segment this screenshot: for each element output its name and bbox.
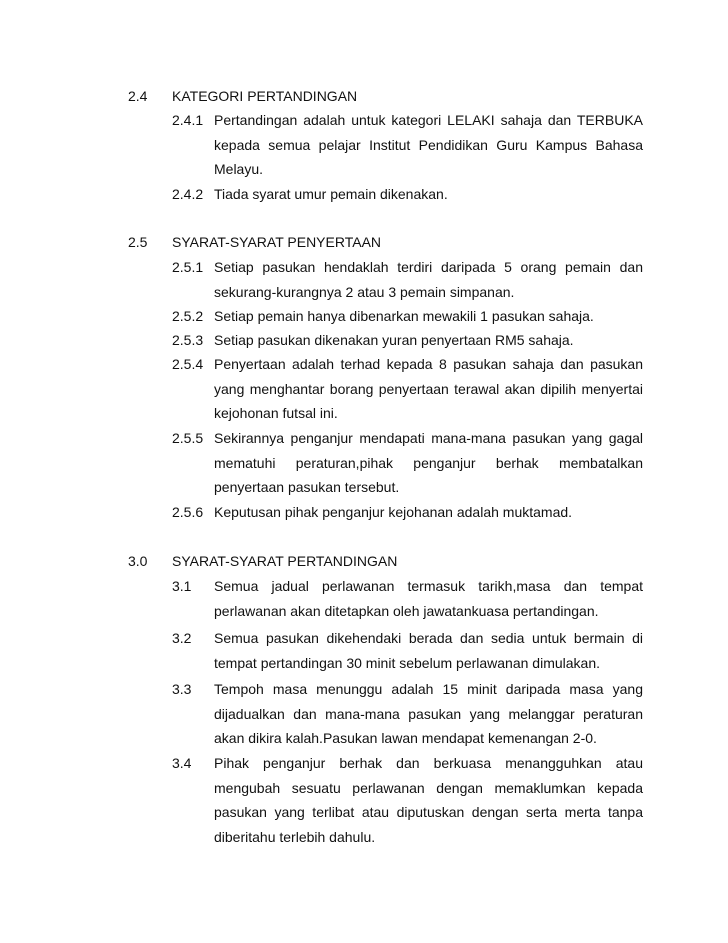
text-line: Semua pasukan dikehendaki berada dan sedia untuk bermain di bbox=[214, 630, 643, 646]
clause-text bbox=[214, 255, 643, 304]
text-line: akan dikira kalah.Pasukan lawan mendapat kemenangan 2-0. bbox=[214, 730, 597, 746]
clause-number: 3.3 bbox=[172, 681, 192, 697]
clause-text bbox=[214, 500, 643, 525]
text-line: penyertaan pasukan tersebut. bbox=[214, 479, 400, 495]
text-line: Pertandingan adalah untuk kategori LELAKI sahaja dan TERBUKA bbox=[214, 112, 643, 128]
text-line: yang menghantar borang penyertaan terawal akan dipilih menyertai bbox=[214, 380, 643, 397]
section-number: 3.0 bbox=[128, 553, 148, 569]
text-line: Penyertaan adalah terhad kepada 8 pasukan sahaja dan pasukan bbox=[214, 356, 643, 372]
section-heading: SYARAT-SYARAT PERTANDINGAN bbox=[172, 553, 398, 569]
clause-text bbox=[214, 352, 643, 426]
text-line: Melayu. bbox=[214, 161, 264, 177]
clause-text bbox=[214, 626, 643, 675]
section-heading: SYARAT-SYARAT PENYERTAAN bbox=[172, 234, 382, 250]
text-line: Tempoh masa menunggu adalah 15 minit daripada masa yang bbox=[214, 681, 643, 697]
section-number: 2.5 bbox=[128, 234, 148, 250]
text-line: tempat pertandingan 30 minit sebelum perlawanan dimulakan. bbox=[214, 654, 601, 671]
clause-number: 2.5.6 bbox=[172, 504, 204, 520]
clause-number: 2.5.5 bbox=[172, 430, 204, 446]
clause-number: 2.5.2 bbox=[172, 308, 204, 324]
clause-number: 3.2 bbox=[172, 630, 192, 646]
clause-text bbox=[214, 677, 643, 751]
text-line: pasukan yang terlibat atau diputuskan dengan serta merta tanpa bbox=[214, 804, 643, 820]
text-line: Semua jadual perlawanan termasuk tarikh,masa dan tempat bbox=[214, 578, 643, 594]
section-heading: KATEGORI PERTANDINGAN bbox=[172, 88, 358, 104]
text-line: kepada semua pelajar Institut Pendidikan Guru Kampus Bahasa bbox=[214, 136, 643, 153]
clause-text bbox=[214, 304, 643, 329]
clause-number: 3.4 bbox=[172, 755, 192, 771]
clause-text bbox=[214, 182, 643, 207]
clause-text bbox=[214, 108, 643, 182]
text-line: Keputusan pihak penganjur kejohanan adalah muktamad. bbox=[214, 504, 573, 520]
text-line: dijadualkan dan mana-mana pasukan yang melanggar peraturan bbox=[214, 705, 643, 722]
clause-number: 2.5.1 bbox=[172, 259, 204, 275]
clause-text bbox=[214, 426, 643, 500]
clause-text bbox=[214, 751, 643, 849]
text-line: diberitahu terlebih dahulu. bbox=[214, 828, 376, 845]
section-number: 2.4 bbox=[128, 88, 148, 104]
clause-number: 2.4.2 bbox=[172, 186, 204, 202]
text-line: kejohonan futsal ini. bbox=[214, 405, 338, 421]
clause-number: 2.5.3 bbox=[172, 332, 204, 348]
text-line: Setiap pasukan hendaklah terdiri daripada 5 orang pemain dan bbox=[214, 259, 643, 275]
clause-number: 2.4.1 bbox=[172, 112, 204, 128]
text-line: Sekirannya penganjur mendapati mana-mana pasukan yang gagal bbox=[214, 430, 643, 446]
clause-number: 2.5.4 bbox=[172, 356, 204, 372]
clause-number: 3.1 bbox=[172, 578, 192, 594]
text-line: mengubah sesuatu perlawanan dengan memaklumkan kepada bbox=[214, 779, 643, 796]
text-line: sekurang-kurangnya 2 atau 3 pemain simpanan. bbox=[214, 283, 515, 300]
text-line: Pihak penganjur berhak dan berkuasa menangguhkan atau bbox=[214, 755, 643, 771]
text-line: perlawanan akan ditetapkan oleh jawatankuasa pertandingan. bbox=[214, 602, 599, 619]
text-line: Tiada syarat umur pemain dikenakan. bbox=[214, 186, 448, 202]
text-line: Setiap pemain hanya dibenarkan mewakili 1 pasukan sahaja. bbox=[214, 308, 594, 324]
clause-text bbox=[214, 574, 643, 623]
text-line: Setiap pasukan dikenakan yuran penyertaan RM5 sahaja. bbox=[214, 332, 574, 348]
text-line: mematuhi peraturan,pihak penganjur berhak membatalkan bbox=[214, 454, 643, 471]
clause-text bbox=[214, 328, 643, 353]
